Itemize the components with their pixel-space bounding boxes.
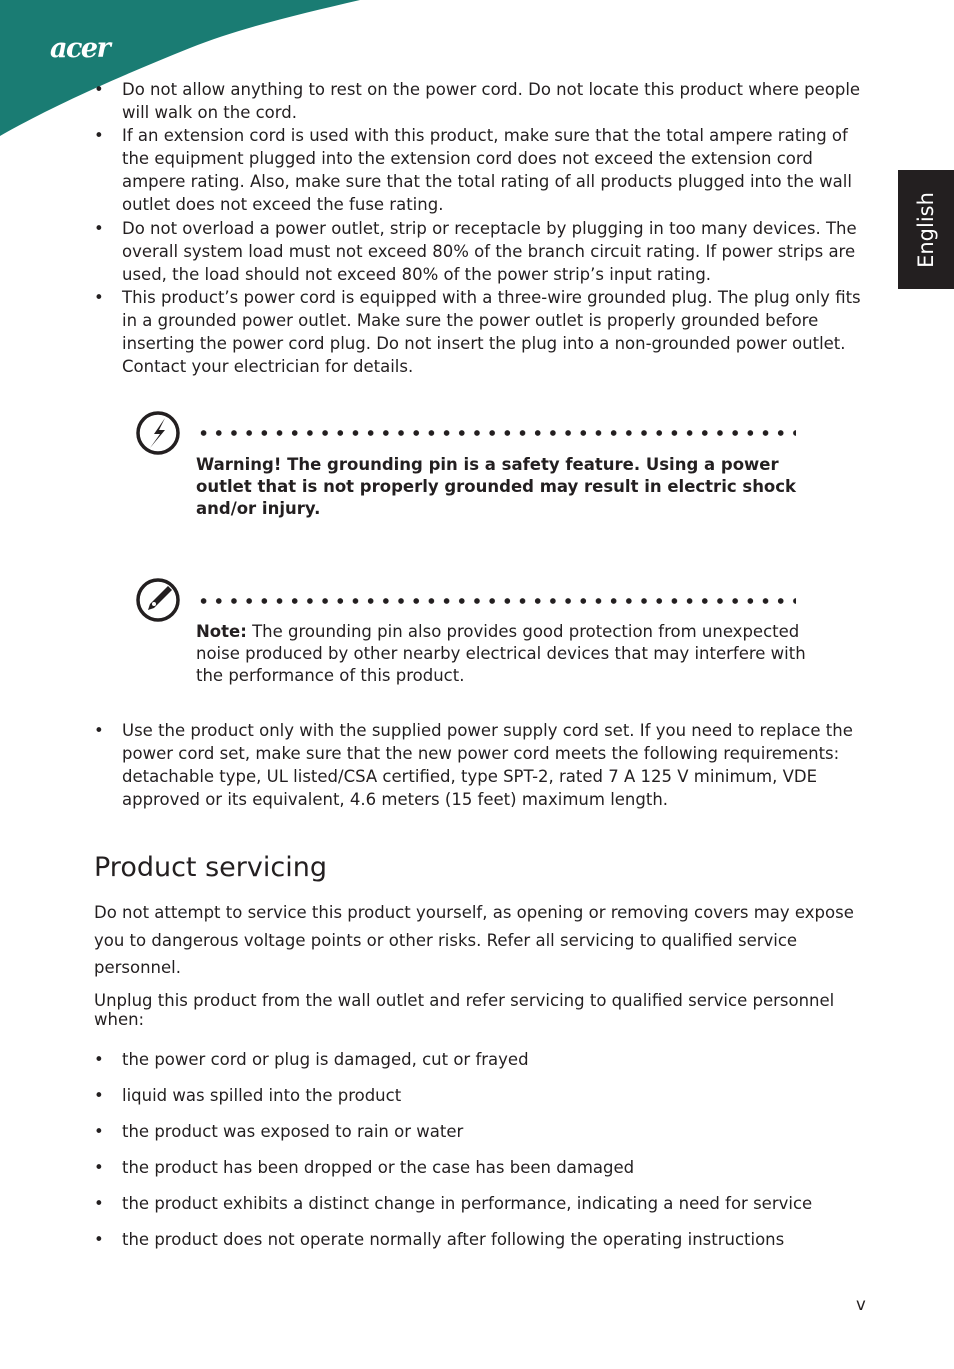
section-title: Product servicing — [94, 852, 327, 883]
warning-lightning-icon — [135, 410, 181, 456]
unplug-paragraph: Unplug this product from the wall outlet and refer servicing to qualified service personnel when: — [94, 991, 835, 1029]
list-item: • This product’s power cord is equipped with a three-wire grounded plug. The plug only fits in a grounded power outlet. Make sure the power outlet is properly grounded before inserting the power cord plug. Do not insert the plug into a non-grounded power outlet. Contact your electrician for details. — [94, 286, 864, 378]
list-item: • Do not allow anything to rest on the power cord. Do not locate this product where people will walk on the cord. — [94, 78, 864, 124]
list-item: • the product exhibits a distinct change in performance, indicating a need for service — [94, 1192, 864, 1215]
list-item: • the product does not operate normally after following the operating instructions — [94, 1228, 864, 1251]
list-item: • Use the product only with the supplied power supply cord set. If you need to replace the power cord set, make sure that the new power cord meets the following requirements: detachable type, UL listed/CSA certified, type SPT-2, rated 7 A 125 V minimum, VDE approved or its equivalent, 4.6 meters (15 feet) maximum length. — [94, 719, 864, 811]
note-text — [196, 621, 806, 687]
language-tab-label: English — [914, 191, 938, 268]
list-item: • the product was exposed to rain or water — [94, 1120, 864, 1143]
list-item: • Do not overload a power outlet, strip or receptacle by plugging in too many devices. The overall system load must not exceed 80% of the branch circuit rating. If power strips are used, the load should not exceed 80% of the power strip’s input rating. — [94, 217, 864, 286]
servicing-conditions-list — [94, 1048, 864, 1264]
list-item: • the power cord or plug is damaged, cut or frayed — [94, 1048, 864, 1071]
list-item: • the product has been dropped or the case has been damaged — [94, 1156, 864, 1179]
note-label: Note: — [196, 622, 247, 641]
warning-text: Warning! The grounding pin is a safety feature. Using a power outlet that is not properly grounded may result in electric shock and/or injury. — [196, 455, 797, 518]
list-item: • If an extension cord is used with this product, make sure that the total ampere rating of the equipment plugged into the extension cord does not exceed the extension cord ampere rating. Also, make sure that the total rating of all products plugged into the wall outlet does not exceed the fuse rating. — [94, 124, 864, 216]
acer-logo: acer — [50, 33, 110, 64]
power-cord-bullet-list — [94, 719, 864, 811]
warning-divider — [196, 430, 796, 436]
servicing-paragraph: Do not attempt to service this product yourself, as opening or removing covers may expose you to dangerous voltage points or other risks. Refer all servicing to qualified service personnel. — [94, 903, 854, 977]
note-pen-icon — [135, 577, 181, 623]
note-divider — [196, 598, 796, 604]
safety-bullet-list — [94, 78, 864, 378]
note-body: The grounding pin also provides good protection from unexpected noise produced by other nearby electrical devices that may interfere with the performance of this product. — [196, 622, 806, 685]
page-number: v — [856, 1295, 866, 1314]
list-item: • liquid was spilled into the product — [94, 1084, 864, 1107]
language-tab — [898, 170, 954, 289]
